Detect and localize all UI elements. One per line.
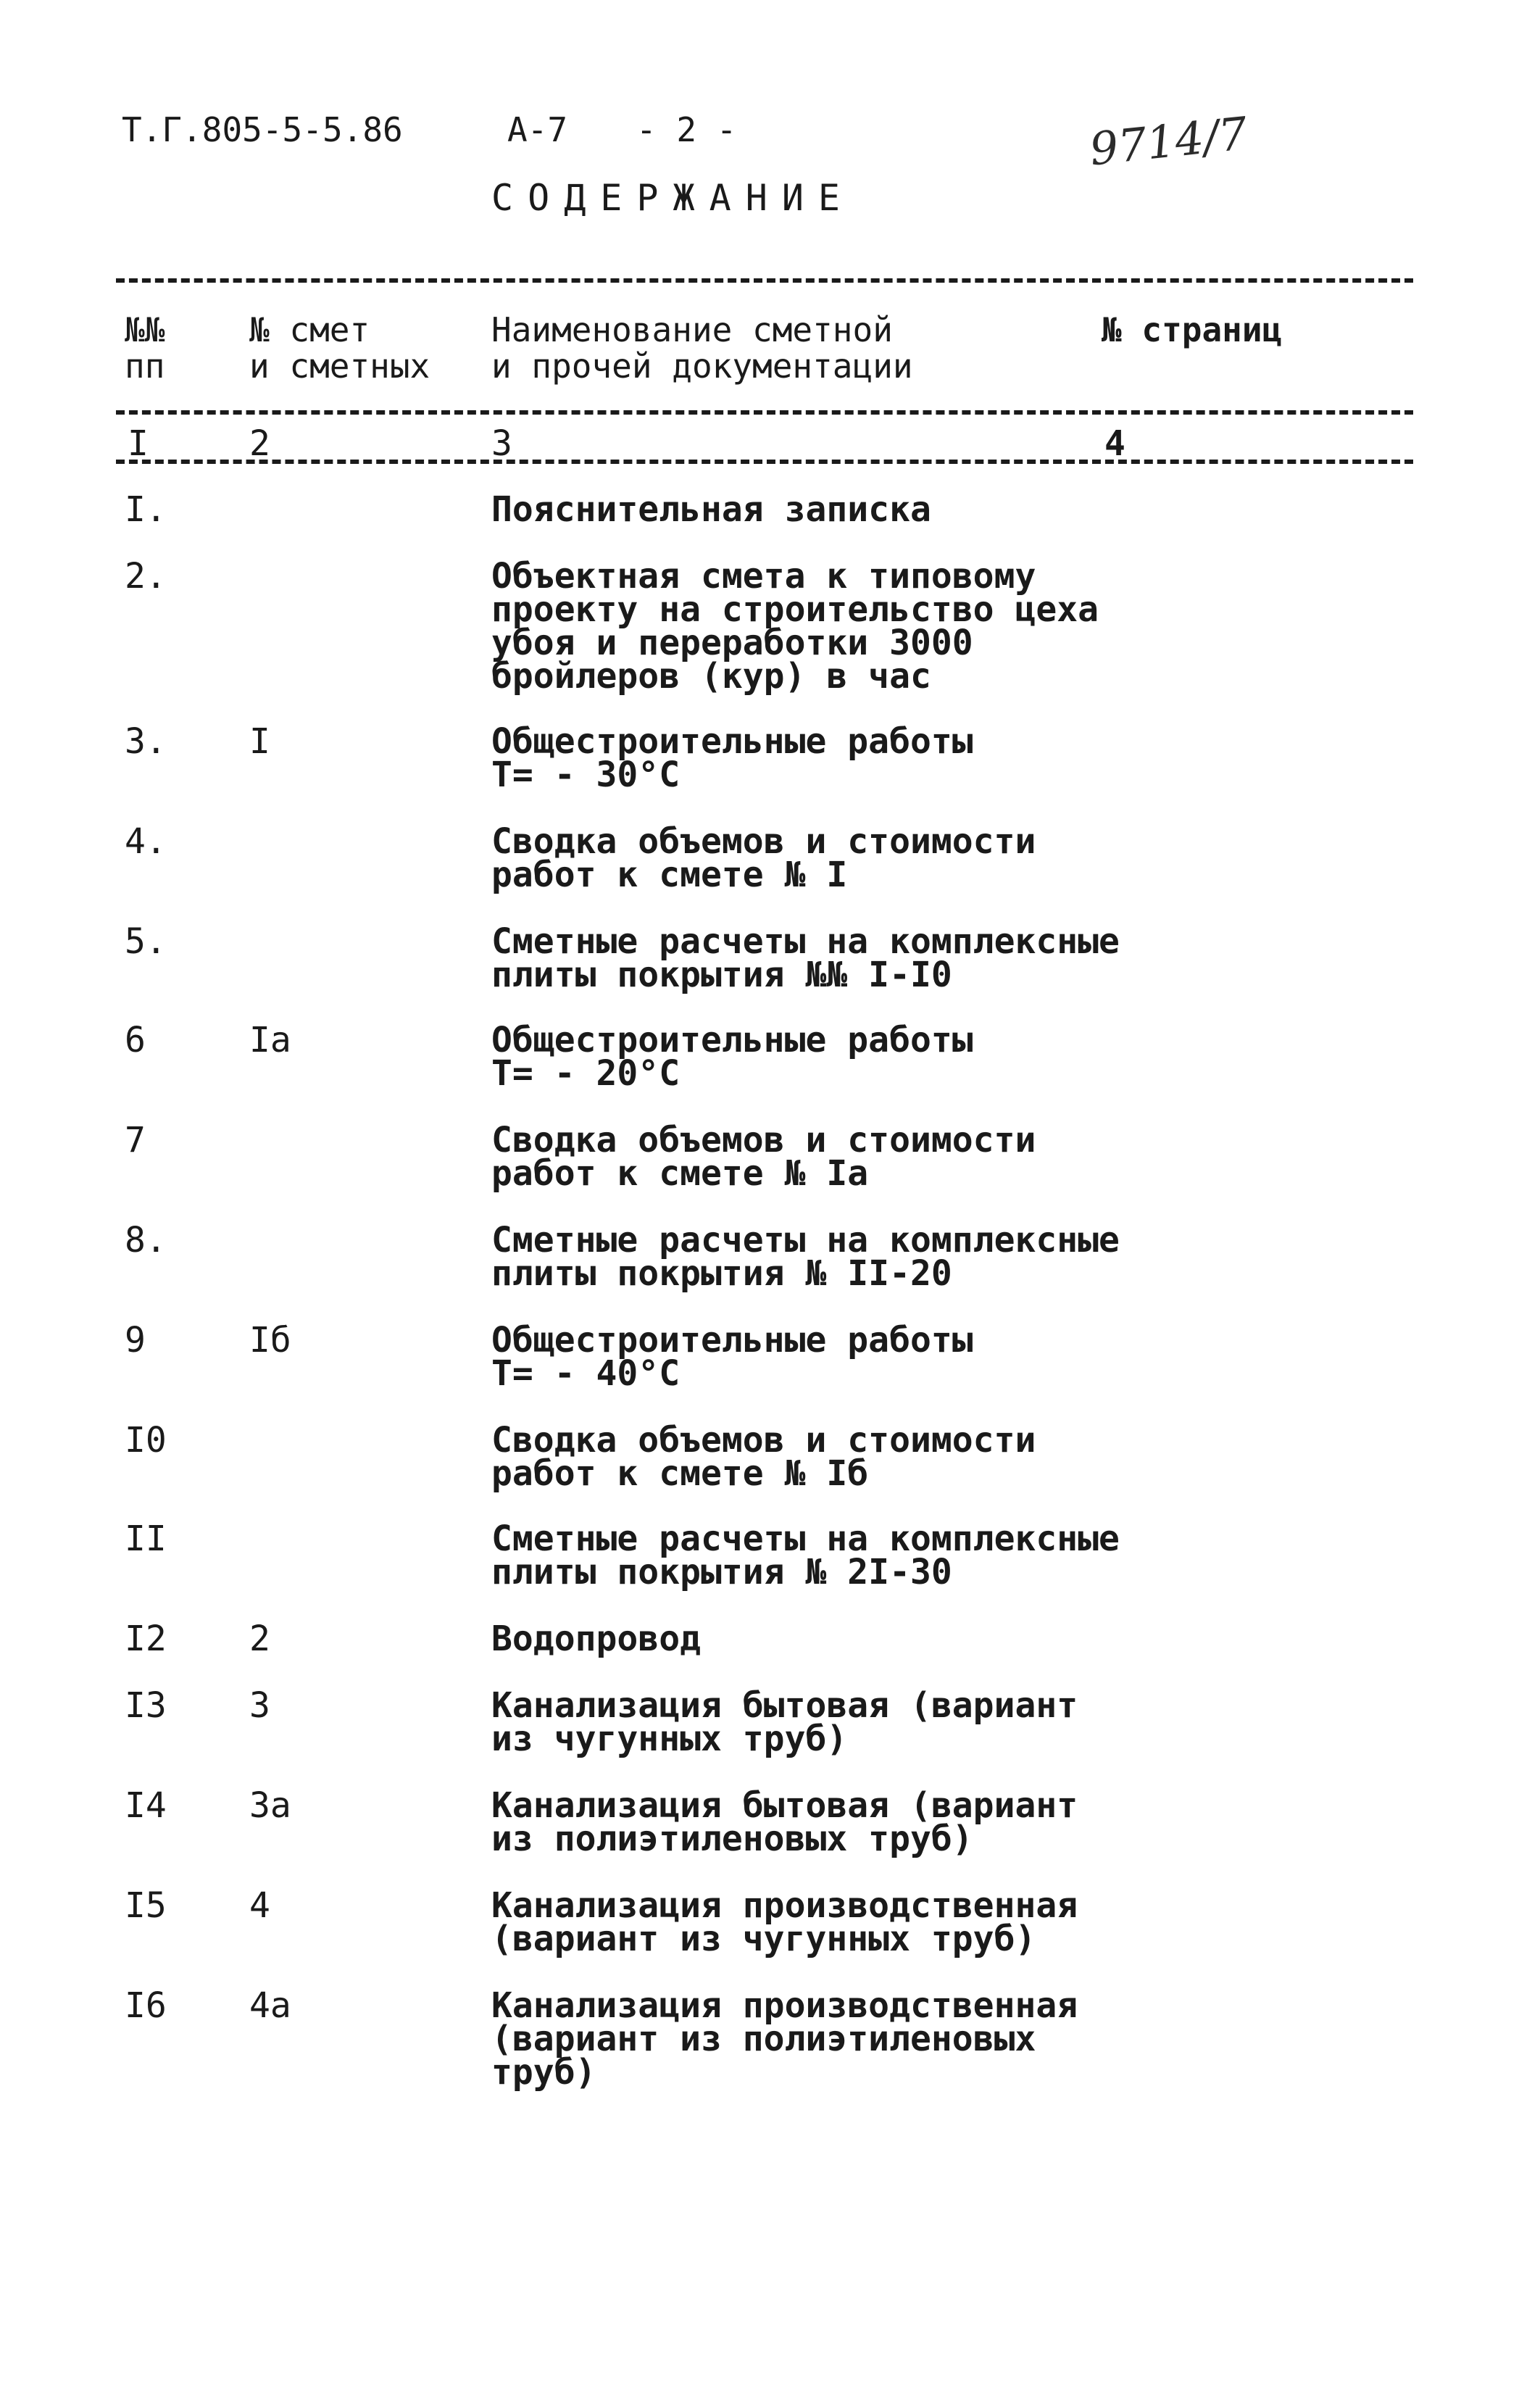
page-title: СОДЕРЖАНИЕ xyxy=(491,177,855,219)
estimate-number: 3 xyxy=(249,1685,270,1726)
estimate-number: Iб xyxy=(249,1320,291,1360)
handwritten-note: 9714/7 xyxy=(1087,107,1250,176)
column-header-row-number: №№ пп xyxy=(125,310,165,386)
row-number: 5. xyxy=(125,921,167,962)
column-number-rule xyxy=(116,460,1413,464)
column-number-2: 2 xyxy=(249,423,270,464)
estimate-number: 2 xyxy=(249,1619,270,1659)
row-number: 6 xyxy=(125,1020,146,1060)
document-name: Канализация производственная (вариант из чугунных труб) xyxy=(491,1885,1078,1959)
document-name: Сметные расчеты на комплексные плиты покрытия № 2I-30 xyxy=(491,1519,1120,1592)
document-name: Объектная смета к типовому проекту на строительство цеха убоя и переработки 3000 бройлеров (кур) в час xyxy=(491,556,1099,697)
column-header-pages: № страниц xyxy=(1102,310,1283,349)
document-name: Пояснительная записка xyxy=(491,489,931,530)
column-header-document-name: Наименование сметной и прочей документации xyxy=(491,310,913,386)
table-top-rule xyxy=(116,278,1413,283)
estimate-number: 3а xyxy=(249,1785,291,1826)
column-number-3: 3 xyxy=(491,423,512,464)
estimate-number: 4а xyxy=(249,1985,291,2026)
document-name: Сводка объемов и стоимости работ к смете № I xyxy=(491,821,1036,895)
document-name: Общестроительные работы Т= - 20°С xyxy=(491,1020,973,1094)
document-name: Общестроительные работы Т= - 30°С xyxy=(491,721,973,795)
column-header-estimate-number: № смет и сметных xyxy=(249,310,430,386)
row-number: II xyxy=(125,1519,167,1559)
row-number: I4 xyxy=(125,1785,167,1826)
header-divider-rule xyxy=(116,410,1413,415)
row-number: I6 xyxy=(125,1985,167,2026)
row-number: I5 xyxy=(125,1885,167,1926)
row-number: 7 xyxy=(125,1120,146,1160)
column-number-1: I xyxy=(128,423,149,464)
row-number: 9 xyxy=(125,1320,146,1360)
document-name: Водопровод xyxy=(491,1619,701,1659)
row-number: I0 xyxy=(125,1420,167,1461)
row-number: 3. xyxy=(125,721,167,762)
page-number: - 2 - xyxy=(636,110,737,149)
document-name: Общестроительные работы Т= - 40°С xyxy=(491,1320,973,1394)
document-name: Канализация производственная (вариант из полиэтиленовых труб) xyxy=(491,1985,1078,2093)
document-name: Канализация бытовая (вариант из чугунных труб) xyxy=(491,1685,1078,1759)
row-number: 4. xyxy=(125,821,167,862)
row-number: 8. xyxy=(125,1220,167,1260)
estimate-number: Iа xyxy=(249,1020,291,1060)
sheet-label: А-7 xyxy=(507,110,568,149)
document-name: Сметные расчеты на комплексные плиты покрытия № II-20 xyxy=(491,1220,1120,1294)
row-number: I. xyxy=(125,489,167,530)
document-name: Сводка объемов и стоимости работ к смете № Iа xyxy=(491,1120,1036,1194)
column-number-4: 4 xyxy=(1104,423,1125,464)
document-name: Сметные расчеты на комплексные плиты покрытия №№ I-I0 xyxy=(491,921,1120,995)
document-code: Т.Г.805-5-5.86 xyxy=(122,110,403,149)
estimate-number: 4 xyxy=(249,1885,270,1926)
document-name: Канализация бытовая (вариант из полиэтиленовых труб) xyxy=(491,1785,1078,1859)
row-number: I2 xyxy=(125,1619,167,1659)
document-name: Сводка объемов и стоимости работ к смете № Iб xyxy=(491,1420,1036,1494)
row-number: I3 xyxy=(125,1685,167,1726)
row-number: 2. xyxy=(125,556,167,597)
estimate-number: I xyxy=(249,721,270,762)
